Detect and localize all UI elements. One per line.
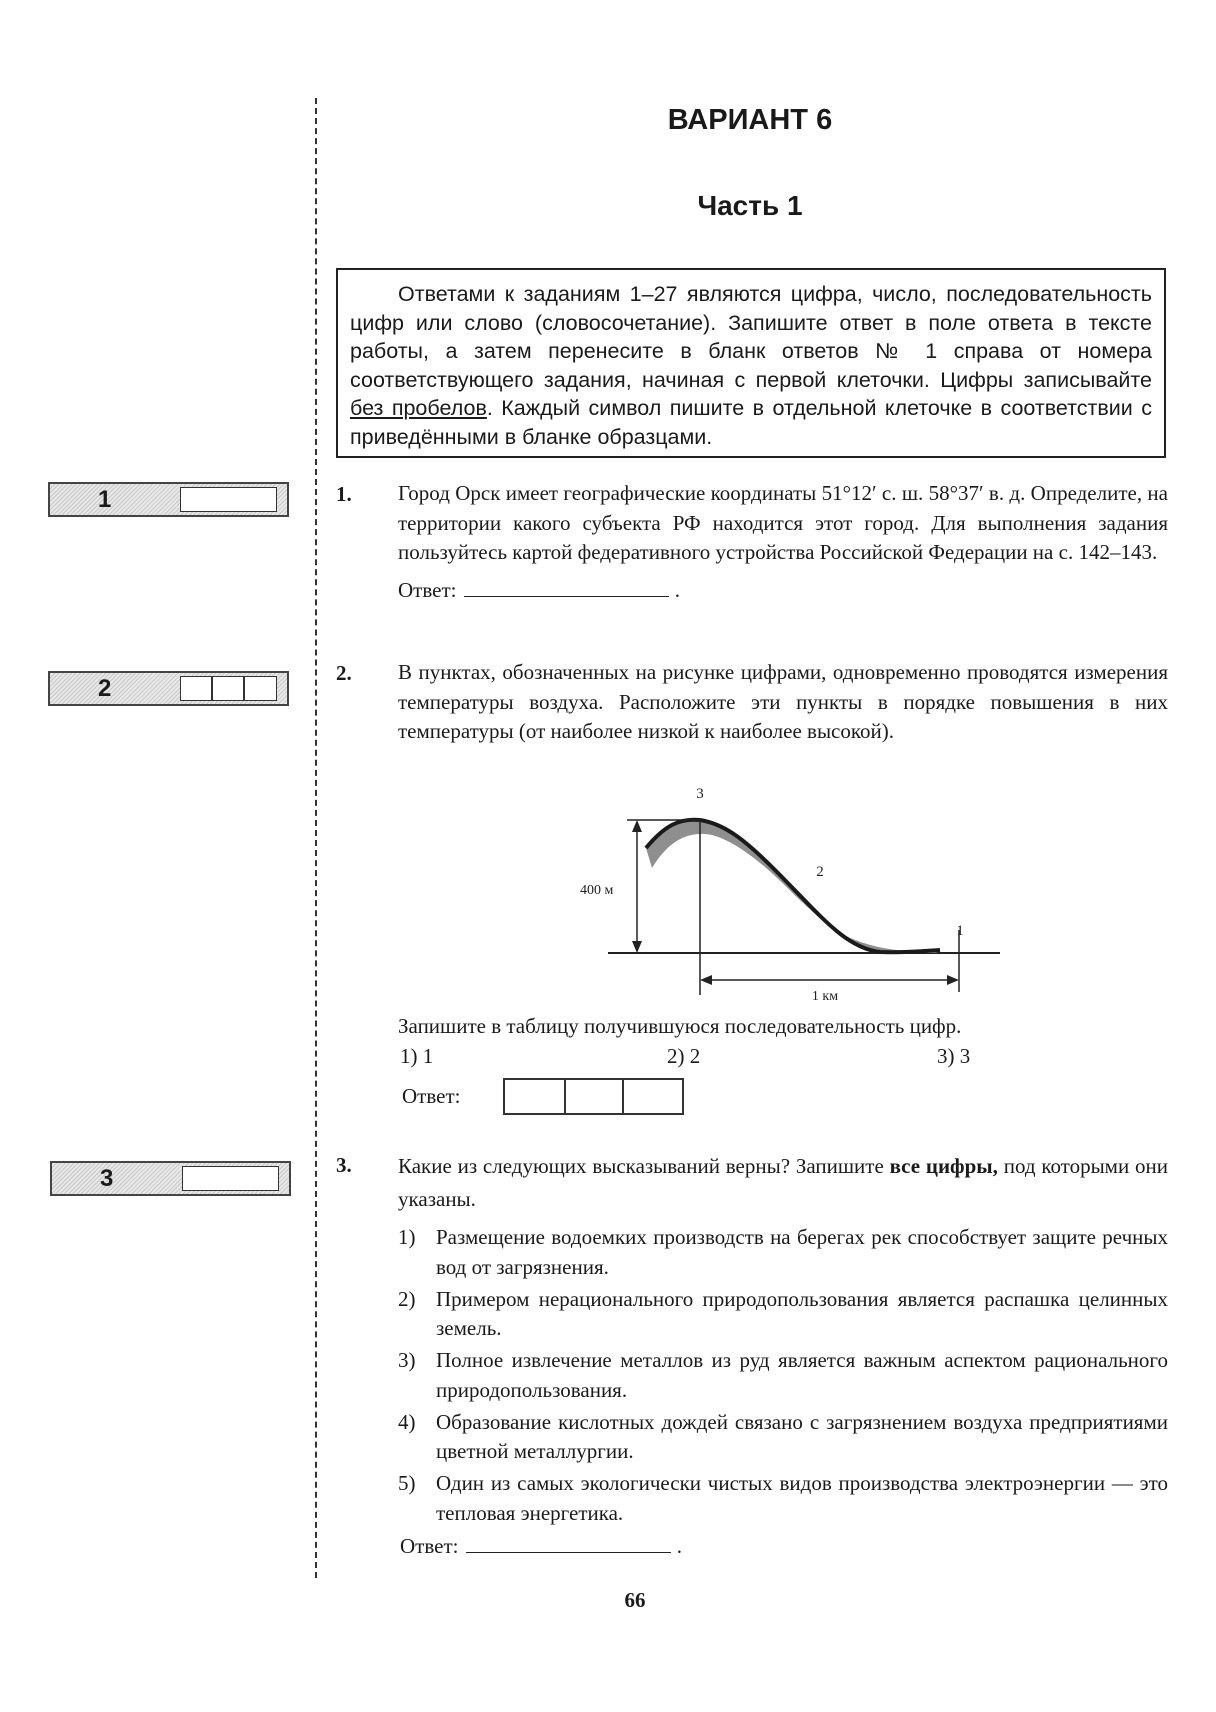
answer-cell[interactable] — [182, 1166, 279, 1191]
height-arrow — [632, 820, 642, 953]
point-label-1: 1 — [956, 923, 964, 939]
variant-title: ВАРИАНТ 6 — [667, 104, 833, 136]
question-1: Город Орск имеет географические координаты 51°12′ с. ш. 58°37′ в. д. Определите, на территории какого субъекта РФ находится этот город. Для выполнения задания пользуйтесь картой федеративного устройства Российской Федерации на с. 142–143. Ответ: . — [398, 481, 1168, 602]
question-2-number: 2. — [336, 661, 352, 685]
question-1-text: Город Орск имеет географические координаты 51°12′ с. ш. 58°37′ в. д. Определите, на территории какого субъекта РФ находится этот город. Для выполнения задания пользуйтесь картой федеративного устройства Российской Федерации на с. 142–143. — [398, 481, 1168, 565]
question-1-answer-label: Ответ: — [398, 577, 457, 602]
question-1-number: 1. — [336, 482, 352, 506]
option-number: 1) — [398, 1225, 416, 1249]
point-label-2: 2 — [816, 864, 824, 880]
page-number: 66 — [624, 1588, 646, 1612]
question-2-option: 3) 3 — [937, 1044, 971, 1068]
table-cell-divider — [564, 1080, 566, 1113]
terrain-profile-figure — [560, 780, 1010, 1005]
option-text: Примером нерационального природопользования является распашка целинных земель. — [436, 1286, 1168, 1340]
answer-line[interactable] — [466, 1532, 671, 1553]
list-item — [398, 1469, 1168, 1528]
question-3-answer-label: Ответ: — [400, 1534, 459, 1558]
list-item — [398, 1285, 1168, 1344]
answer-box-2 — [48, 671, 289, 706]
instruction-text-end: . Каждый символ пишите в отдельной клеточке в соответствии с приведёнными в бланке образцами. — [350, 396, 1152, 449]
option-number: 3) — [398, 1348, 416, 1372]
option-number: 2) — [398, 1286, 416, 1311]
question-2-table-prompt: Запишите в таблицу получившуюся последовательность цифр. — [398, 1014, 962, 1038]
option-text: Размещение водоемких производств на берегах рек способствует защите речных вод от загрязнения. — [436, 1225, 1168, 1279]
cut-line — [315, 98, 317, 1578]
distance-arrow — [700, 975, 959, 985]
option-number: 4) — [398, 1409, 416, 1434]
answer-box-1 — [48, 482, 289, 517]
answer-cell[interactable] — [180, 487, 277, 512]
terrain-ridge — [646, 820, 940, 953]
option-number: 5) — [398, 1471, 416, 1495]
list-item — [398, 1223, 1168, 1282]
distance-label: 1 км — [811, 989, 839, 1004]
point-label-3: 3 — [696, 786, 704, 802]
answer-box-number: 1 — [98, 486, 112, 513]
option-text: Образование кислотных дождей связано с загрязнением воздуха предприятиями цветной металлургии. — [436, 1409, 1168, 1463]
question-3-number: 3. — [336, 1153, 352, 1177]
question-3-text — [398, 1150, 1168, 1216]
list-item — [398, 1408, 1168, 1467]
answer-cell[interactable] — [180, 676, 212, 701]
answer-cell[interactable] — [244, 676, 277, 701]
height-label: 400 м — [580, 883, 614, 898]
option-text: Полное извлечение металлов из руд является важным аспектом рационального природопользования. — [436, 1348, 1168, 1402]
instruction-underlined: без пробелов — [350, 396, 487, 421]
question-3-text-start: Какие из следующих высказываний верны? Запишите — [398, 1154, 890, 1178]
answer-box-number: 3 — [100, 1165, 114, 1192]
question-3-text-end: под которыми они указаны. — [398, 1154, 1168, 1211]
table-cell-divider — [622, 1080, 624, 1113]
question-2-option: 1) 1 — [400, 1044, 434, 1068]
option-text: Один из самых экологически чистых видов производства электроэнергии — это тепловая энергетика. — [436, 1471, 1168, 1525]
answer-box-number: 2 — [98, 675, 112, 702]
question-3-text-bold: все цифры, — [889, 1154, 998, 1178]
instruction-text: Ответами к заданиям 1–27 являются цифра, число, последовательность цифр или слово (словосочетание). Запишите ответ в поле ответа в тексте работы, а затем перенесите в бланк ответов № 1 справа от номера соответствующего задания, начиная с первой клеточки. Цифры записывайте — [350, 282, 1152, 392]
instruction-box — [336, 268, 1166, 458]
answer-box-3 — [50, 1161, 291, 1196]
part-title: Часть 1 — [697, 190, 803, 221]
answer-cell[interactable] — [212, 676, 244, 701]
question-2-option: 2) 2 — [667, 1044, 701, 1068]
question-3-answer: Ответ: . — [400, 1534, 682, 1558]
list-item — [398, 1346, 1168, 1405]
question-3-options — [398, 1223, 1168, 1531]
question-2-answer-label: Ответ: — [402, 1084, 461, 1108]
answer-line[interactable] — [464, 576, 669, 597]
question-2-text: В пунктах, обозначенных на рисунке цифрами, одновременно проводятся измерения температуры воздуха. Расположите эти пункты в порядке повышения в них температуры (от наиболее низкой к наиболее высокой). — [398, 660, 1168, 744]
answer-sequence-table[interactable] — [503, 1078, 684, 1115]
